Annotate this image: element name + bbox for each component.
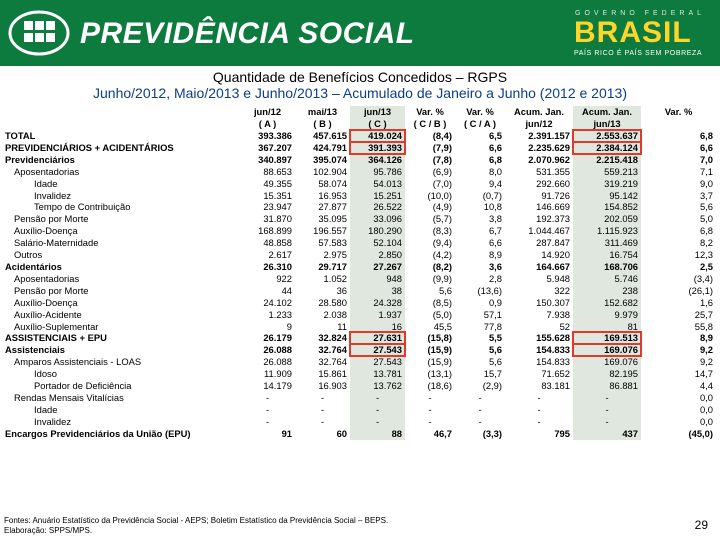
- table-cell: 5,6: [488, 344, 502, 356]
- table-row: [2, 356, 716, 368]
- row-label: Assistenciais: [5, 344, 65, 356]
- table-cell: -: [428, 415, 432, 427]
- row-label: Auxílio-Acidente: [14, 308, 82, 320]
- column-subheader: ( B ): [313, 118, 332, 129]
- table-cell: 9,4: [488, 177, 502, 189]
- table-cell: 3,6: [488, 260, 502, 272]
- table-cell: 0,0: [699, 391, 713, 403]
- table-cell: 155.628: [536, 332, 570, 344]
- column-header: mai/13: [307, 106, 338, 117]
- table-cell: 9,2: [699, 344, 713, 356]
- table-cell: 1.937: [350, 309, 405, 321]
- table-cell: (8,5): [432, 296, 452, 308]
- table-cell: 31.870: [263, 213, 292, 225]
- column-subheader: jun/12: [525, 118, 553, 129]
- table-cell: -: [573, 416, 641, 428]
- table-cell: 150.307: [536, 296, 570, 308]
- table-row: [2, 261, 716, 273]
- table-cell: -: [537, 403, 541, 415]
- table-cell: 154.833: [536, 356, 570, 368]
- table-cell: 169.513: [573, 332, 641, 344]
- table-cell: 2.617: [268, 249, 292, 261]
- table-cell: 180.290: [350, 225, 405, 237]
- table-body: [2, 130, 716, 440]
- table-cell: 49.355: [263, 177, 292, 189]
- row-label: Salário-Maternidade: [14, 237, 99, 249]
- table-row: [2, 142, 716, 154]
- table-cell: (26,1): [688, 284, 713, 296]
- table-cell: 27.543: [350, 356, 405, 368]
- table-cell: 57,1: [483, 308, 502, 320]
- row-label: Pensão por Morte: [14, 213, 89, 225]
- table-cell: 54.013: [350, 178, 405, 190]
- table-cell: 16.754: [573, 249, 641, 261]
- table-cell: 0,9: [488, 296, 502, 308]
- row-label: Auxílio-Doença: [14, 225, 78, 237]
- table-cell: 5.948: [546, 272, 570, 284]
- table-cell: 57.583: [318, 237, 347, 249]
- table-cell: -: [573, 404, 641, 416]
- table-cell: 322: [554, 284, 570, 296]
- table-cell: 3,7: [699, 189, 713, 201]
- table-cell: 6,6: [488, 141, 502, 153]
- row-label: Auxílio-Doença: [14, 296, 78, 308]
- column-subheader: ( C / A ): [463, 118, 497, 129]
- table-cell: 1.052: [323, 272, 347, 284]
- table-cell: 5,6: [438, 284, 452, 296]
- table-cell: 52.104: [350, 237, 405, 249]
- table-cell: 8,9: [488, 249, 502, 261]
- table-cell: (8,3): [432, 225, 452, 237]
- page-title: Quantidade de Benefícios Concedidos – RGPS: [212, 69, 508, 85]
- table-cell: 6,5: [488, 130, 502, 141]
- row-label: Tempo de Contribuição: [34, 201, 131, 213]
- table-cell: 71.652: [541, 368, 570, 380]
- table-cell: (7,8): [432, 153, 452, 165]
- table-cell: 88.653: [263, 165, 292, 177]
- table-cell: (2,9): [482, 380, 502, 392]
- table-cell: 32.824: [318, 332, 347, 344]
- table-cell: -: [265, 403, 270, 415]
- previdencia-logo-text: PREVIDÊNCIA SOCIAL: [80, 17, 415, 50]
- table-cell: 82.195: [573, 368, 641, 380]
- table-cell: (3,4): [693, 272, 713, 284]
- table-cell: 196.557: [313, 225, 347, 237]
- table-cell: 168.899: [258, 225, 292, 237]
- table-cell: 13.781: [350, 368, 405, 380]
- table-cell: 457.615: [313, 130, 347, 141]
- table-row: [2, 380, 716, 392]
- table-cell: -: [537, 391, 541, 403]
- table-cell: (9,4): [432, 237, 452, 249]
- table-row: [2, 154, 716, 166]
- table-cell: (18,6): [427, 380, 452, 392]
- table-cell: 6,8: [699, 130, 713, 141]
- table-cell: (13,6): [477, 284, 502, 296]
- table-cell: 27.877: [318, 201, 347, 213]
- table-cell: (13,1): [427, 368, 452, 380]
- table-row: [2, 249, 716, 261]
- table-cell: 3,8: [488, 213, 502, 225]
- table-cell: 9.979: [573, 309, 641, 321]
- table-cell: 8,9: [699, 332, 713, 344]
- table-row: [2, 344, 716, 356]
- table-cell: 1.233: [268, 308, 292, 320]
- column-subheader: ( A ): [258, 118, 277, 129]
- row-label: Idade: [34, 403, 58, 415]
- table-row: [2, 368, 716, 380]
- table-cell: 395.074: [313, 153, 347, 165]
- column-header: Var. %: [466, 106, 494, 117]
- column-header: jun/12: [253, 106, 282, 117]
- brasil-slogan: PAÍS RICO É PAÍS SEM POBREZA: [574, 50, 703, 57]
- table-cell: (6,9): [432, 165, 452, 177]
- table-cell: 88: [350, 428, 405, 440]
- table-row: [2, 178, 716, 190]
- table-cell: 437: [573, 428, 641, 440]
- table-cell: -: [478, 403, 482, 415]
- row-label: Amparos Assistenciais - LOAS: [14, 356, 142, 368]
- table-cell: (7,0): [432, 177, 452, 189]
- table-cell: 15,7: [483, 368, 502, 380]
- table-cell: (3,3): [482, 427, 502, 439]
- table-cell: 46,7: [433, 427, 452, 439]
- table-row: [2, 321, 716, 333]
- column-header: Acum. Jan.: [573, 106, 641, 118]
- table-cell: 2,5: [699, 260, 713, 272]
- table-cell: (5,7): [432, 213, 452, 225]
- table-cell: 102.904: [313, 165, 347, 177]
- table-row: [2, 130, 716, 142]
- row-label: Aposentadorias: [14, 272, 80, 284]
- table-cell: 340.897: [258, 153, 292, 165]
- row-label: Invalidez: [34, 189, 72, 201]
- table-row: [2, 332, 716, 344]
- table-cell: 44: [281, 284, 292, 296]
- row-label: Previdenciários: [5, 153, 75, 165]
- table-cell: -: [350, 392, 405, 404]
- table-cell: 5,0: [699, 213, 713, 225]
- table-cell: 559.213: [573, 166, 641, 178]
- table-cell: 16: [350, 321, 405, 333]
- table-cell: 364.126: [350, 154, 405, 166]
- table-cell: 38: [350, 285, 405, 297]
- table-cell: 52: [559, 320, 570, 332]
- table-cell: 424.791: [313, 141, 347, 153]
- table-cell: -: [350, 416, 405, 428]
- page-subtitle: Junho/2012, Maio/2013 e Junho/2013 – Acumulado de Janeiro a Junho (2012 e 2013): [93, 85, 627, 101]
- table-cell: 77,8: [483, 320, 502, 332]
- table-cell: 391.393: [350, 142, 405, 154]
- header-banner: [0, 0, 720, 66]
- row-label: Pensão por Morte: [14, 284, 89, 296]
- table-row: [2, 237, 716, 249]
- table-cell: 152.682: [573, 297, 641, 309]
- table-cell: (5,0): [432, 308, 452, 320]
- table-cell: 83.181: [541, 380, 570, 392]
- table-cell: 168.706: [573, 261, 641, 273]
- table-cell: -: [320, 391, 325, 403]
- table-cell: (4,9): [432, 201, 452, 213]
- row-label: Acidentários: [5, 260, 62, 272]
- table-cell: 6,8: [699, 225, 713, 237]
- table-cell: 2.038: [323, 308, 347, 320]
- table-cell: 8,0: [488, 165, 502, 177]
- prepared-line: Elaboração: SPPS/MPS.: [4, 526, 93, 535]
- table-cell: 7,1: [699, 165, 713, 177]
- table-cell: 0,0: [699, 403, 713, 415]
- table-cell: 29.717: [318, 260, 347, 272]
- table-cell: (9,9): [432, 272, 452, 284]
- table-cell: 9,2: [699, 356, 713, 368]
- governo-federal-label: GOVERNO FEDERAL: [575, 10, 706, 17]
- table-cell: -: [265, 415, 270, 427]
- row-label: TOTAL: [5, 130, 36, 141]
- table-cell: (45,0): [688, 427, 713, 439]
- table-cell: 10,8: [483, 201, 502, 213]
- table-cell: 16.953: [318, 189, 347, 201]
- table-cell: 14.920: [541, 249, 570, 261]
- table-cell: 367.207: [258, 141, 292, 153]
- table-cell: 12,3: [694, 249, 713, 261]
- table-cell: 81: [573, 321, 641, 333]
- table-cell: 292.660: [536, 177, 570, 189]
- column-subheader: jun/13: [573, 118, 641, 130]
- table-cell: 5,5: [488, 332, 502, 344]
- table-header: [2, 106, 716, 130]
- table-cell: 1,6: [699, 296, 713, 308]
- table-cell: 91.726: [541, 189, 570, 201]
- table-cell: -: [265, 391, 270, 403]
- table-cell: 28.580: [318, 296, 347, 308]
- table-cell: 15.251: [350, 190, 405, 202]
- table-cell: 6,8: [488, 153, 502, 165]
- table-cell: 2.975: [323, 249, 347, 261]
- table-cell: 14,7: [694, 368, 713, 380]
- table-cell: 6,6: [699, 141, 713, 153]
- row-label: Invalidez: [34, 415, 72, 427]
- table-cell: (8,2): [432, 260, 452, 272]
- table-cell: (15,9): [427, 344, 452, 356]
- table-cell: 15.351: [263, 189, 292, 201]
- table-cell: 2.384.124: [573, 142, 641, 154]
- table-cell: 238: [573, 285, 641, 297]
- table-cell: (7,9): [432, 141, 452, 153]
- row-label: ASSISTENCIAIS + EPU: [5, 332, 107, 344]
- table-cell: 169.076: [573, 344, 641, 356]
- table-cell: (0,7): [482, 189, 502, 201]
- table-cell: 169.076: [573, 356, 641, 368]
- table-cell: 24.328: [350, 297, 405, 309]
- table-cell: 146.669: [536, 201, 570, 213]
- table-row: [2, 201, 716, 213]
- table-cell: -: [350, 404, 405, 416]
- table-cell: 95.786: [350, 166, 405, 178]
- row-label: PREVIDENCIÁRIOS + ACIDENTÁRIOS: [5, 141, 174, 153]
- table-cell: 26.522: [350, 201, 405, 213]
- table-cell: 311.469: [573, 237, 641, 249]
- table-cell: 32.764: [318, 344, 347, 356]
- table-cell: -: [320, 403, 325, 415]
- source-note: [4, 516, 388, 536]
- column-subheader: ( C ): [350, 118, 405, 130]
- table-cell: 2,8: [488, 272, 502, 284]
- table-cell: 9: [286, 320, 292, 332]
- table-cell: 2.070.962: [528, 153, 570, 165]
- table-cell: 13.762: [350, 380, 405, 392]
- table-cell: 192.373: [536, 213, 570, 225]
- benefits-table: [2, 106, 716, 440]
- table-cell: 58.074: [318, 177, 347, 189]
- table-cell: -: [478, 415, 482, 427]
- table-cell: 91: [281, 427, 292, 439]
- row-label: Aposentadorias: [14, 165, 80, 177]
- table-row: [2, 190, 716, 202]
- table-cell: (8,4): [432, 130, 452, 141]
- table-cell: 95.142: [573, 190, 641, 202]
- table-cell: 16.903: [318, 380, 347, 392]
- table-cell: 287.847: [536, 237, 570, 249]
- table-cell: 7.938: [546, 308, 570, 320]
- table-cell: 23.947: [263, 201, 292, 213]
- column-subheader: [2, 118, 240, 130]
- table-row: [2, 213, 716, 225]
- table-cell: 154.833: [536, 344, 570, 356]
- table-cell: 1.044.467: [528, 225, 570, 237]
- table-cell: 9,0: [699, 177, 713, 189]
- table-cell: 164.667: [536, 260, 570, 272]
- table-cell: 6,6: [488, 237, 502, 249]
- table-cell: 35.095: [318, 213, 347, 225]
- table-cell: 24.102: [263, 296, 292, 308]
- table-cell: 27.543: [350, 344, 405, 356]
- table-cell: 319.219: [573, 178, 641, 190]
- table-cell: 2.553.637: [573, 130, 641, 142]
- row-label: Portador de Deficiência: [34, 380, 132, 392]
- column-header: jun/13: [350, 106, 405, 118]
- column-header: Var. %: [416, 106, 444, 117]
- table-cell: 11.909: [264, 368, 292, 380]
- table-row: [2, 285, 716, 297]
- table-cell: -: [573, 392, 641, 404]
- column-header: [2, 106, 240, 118]
- table-cell: -: [478, 391, 482, 403]
- table-row: [2, 297, 716, 309]
- table-cell: 2.391.157: [528, 130, 570, 141]
- table-cell: 15.861: [318, 368, 347, 380]
- table-cell: (4,2): [432, 249, 452, 261]
- table-cell: 202.059: [573, 213, 641, 225]
- table-row: [2, 404, 716, 416]
- table-cell: 4,4: [699, 380, 713, 392]
- table-cell: 2.850: [350, 249, 405, 261]
- row-label: Rendas Mensais Vitalícias: [14, 391, 124, 403]
- table-cell: -: [537, 415, 541, 427]
- source-line: Fontes: Anuário Estatístico da Previdência Social - AEPS; Boletim Estatístico da Previdência Social – BEPS.: [4, 516, 389, 525]
- table-cell: 27.631: [350, 332, 405, 344]
- table-cell: 26.310: [263, 260, 292, 272]
- table-cell: 26.088: [263, 356, 292, 368]
- table-cell: 531.355: [536, 165, 570, 177]
- table-cell: 33.096: [350, 213, 405, 225]
- table-cell: 5,6: [488, 356, 502, 368]
- table-cell: 26.088: [263, 344, 292, 356]
- table-cell: -: [428, 403, 432, 415]
- table-row: [2, 309, 716, 321]
- table-cell: 48.858: [263, 237, 292, 249]
- table-cell: 5.746: [573, 273, 641, 285]
- table-cell: 26.179: [263, 332, 292, 344]
- table-cell: -: [320, 415, 325, 427]
- table-cell: 1.115.923: [573, 225, 641, 237]
- table-row: [2, 416, 716, 428]
- table-cell: 55,8: [694, 320, 713, 332]
- table-cell: -: [428, 391, 432, 403]
- brasil-logo: BRASIL: [574, 16, 692, 49]
- table-cell: 419.024: [350, 130, 405, 142]
- table-row: [2, 392, 716, 404]
- table-cell: 86.881: [573, 380, 641, 392]
- column-subheader: [641, 118, 716, 130]
- row-label: Idoso: [34, 368, 57, 380]
- table-cell: 14.179: [263, 380, 292, 392]
- table-cell: 25,7: [694, 308, 713, 320]
- table-cell: 393.386: [258, 130, 292, 141]
- table-row: [2, 225, 716, 237]
- table-cell: 6,7: [488, 225, 502, 237]
- table-cell: 0,0: [699, 415, 713, 427]
- table-cell: 32.764: [318, 356, 347, 368]
- row-label: Auxílio-Suplementar: [14, 320, 99, 332]
- table-cell: 795: [554, 427, 570, 439]
- column-header: Acum. Jan.: [513, 106, 564, 117]
- table-cell: 27.267: [350, 261, 405, 273]
- table-row: [2, 166, 716, 178]
- row-label: Encargos Previdenciários da União (EPU): [5, 427, 191, 439]
- table-row: [2, 428, 716, 440]
- previdencia-emblem-icon: [8, 10, 70, 56]
- table-cell: 36: [336, 284, 347, 296]
- table-cell: 922: [276, 272, 292, 284]
- table-row: [2, 273, 716, 285]
- table-cell: 8,2: [699, 237, 713, 249]
- table-cell: (15,8): [427, 332, 452, 344]
- table-cell: (15,9): [427, 356, 452, 368]
- row-label: Outros: [14, 249, 43, 261]
- table-cell: 7,0: [699, 153, 713, 165]
- table-cell: 11: [337, 320, 347, 332]
- table-cell: 45,5: [433, 320, 452, 332]
- table-cell: 5,6: [699, 201, 713, 213]
- table-cell: (10,0): [427, 189, 452, 201]
- page-number: 29: [694, 518, 708, 532]
- table-cell: 2.235.629: [528, 141, 570, 153]
- table-cell: 948: [350, 273, 405, 285]
- table-cell: 154.852: [573, 201, 641, 213]
- column-subheader: ( C / B ): [413, 118, 447, 129]
- row-label: Idade: [34, 177, 58, 189]
- column-header: Var. %: [664, 106, 693, 117]
- table-cell: 60: [336, 427, 347, 439]
- table-cell: 2.215.418: [573, 154, 641, 166]
